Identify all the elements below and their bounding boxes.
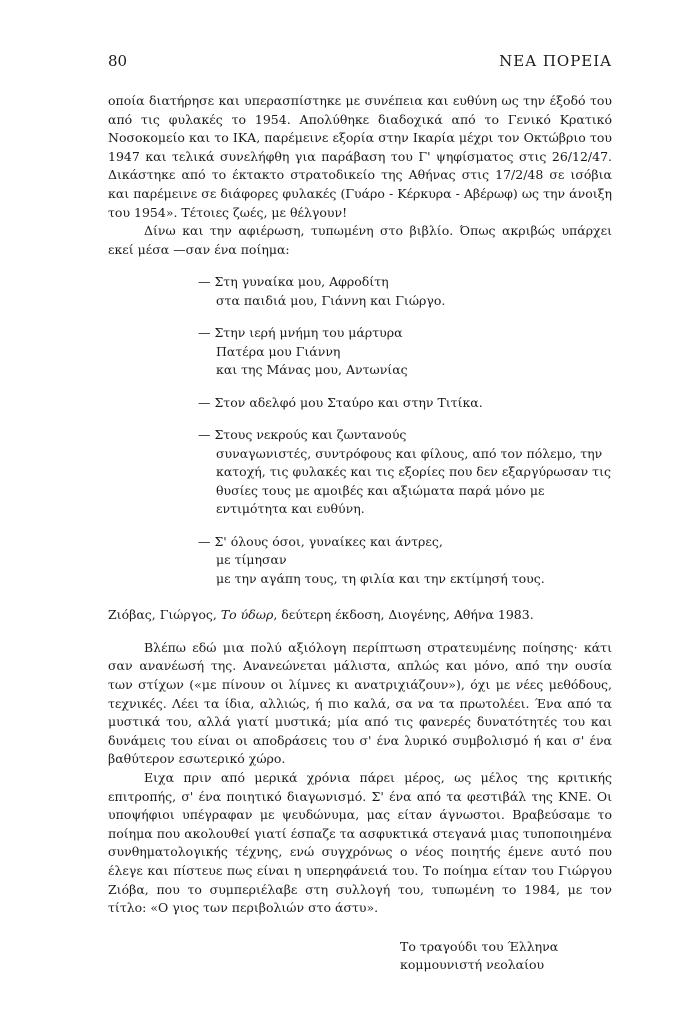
dedication-line: στα παιδιά μου, Γιάννη και Γιώργο.	[216, 292, 446, 308]
bibliographic-reference	[108, 606, 612, 625]
reference-title: Το ύδωρ	[220, 607, 274, 623]
dedication-intro: Δίνω και την αφιέρωση, τυπωμένη στο βιβλίο. Όπως ακριβώς υπάρχει εκεί μέσα —σαν ένα ποίημα:	[108, 223, 612, 257]
reference-author: Ζιόβας, Γιώργος,	[108, 607, 217, 623]
review-paragraph: Ειχα πριν από μερικά χρόνια πάρει μέρος, ως μέλος της κριτικής επιτροπής, σ' ένα ποιητικό διαγωνισμό. Σ' ένα από τα φεστιβάλ της ΚΝΕ. Οι υποψήφιοι υπέγραφαν με ψευδώνυμα, μας είταν άγνωστοι. Βραβεύσαμε το ποίημα που ακολουθεί γιατί έσπαζε τα ασφυκτικά στεγανά μιας τυποποιημένα συνθηματολογικής τέχνης, ενώ συγχρόνως ο νέος ποιητής έμενε αυτό που έλεγε και πίστευε πως είναι η υπερηφάνειά του. Το ποίημα είταν του Γιώργου Ζιόβα, που το συμπεριέλαβε στη συλλογή του, τυπωμένη το 1984, με τον τίτλο: «Ο γιος των περιβολιών στο άστυ».	[108, 770, 612, 916]
poem-title-line: Το τραγούδι του Έλληνα	[400, 938, 559, 954]
dedication-stanza	[198, 426, 612, 519]
dedication-line: με την αγάπη τους, τη φιλία και την εκτίμησή τους.	[216, 570, 545, 586]
reference-details: , δεύτερη έκδοση, Διογένης, Αθήνα 1983.	[273, 607, 534, 623]
page-body	[108, 92, 612, 975]
journal-title: ΝΕΑ ΠΟΡΕΙΑ	[499, 52, 612, 70]
dedication-line: Πατέρα μου Γιάννη	[216, 343, 341, 359]
dedication-stanza	[198, 324, 612, 380]
page-number: 80	[108, 52, 128, 70]
page-header	[108, 52, 612, 70]
dedication-stanza	[198, 273, 612, 310]
review-paragraph: Βλέπω εδώ μια πολύ αξιόλογη περίπτωση στρατευμένης ποίησης· κάτι σαν ανανέωσή της. Ανανεώνεται μάλιστα, απλώς και μόνο, από την ουσία των στίχων («με πίνουν οι λίμνες κι ανατριχιάζουν»), όχι με νέες μεθόδους, τεχνικές. Λέει τα ίδια, αλλιώς, ή πιο καλά, σα να τα πρωτολέει. Ένα από τα μυστικά του, αλλά γιατί μυστικά; μία από τις φανερές δυνατότητές του και δυνάμεις του είναι οι αποδράσεις του σ' ένα λυρικό συμβολισμό ή και σ' ένα βαθύτερον εσωτερικό χώρο.	[108, 639, 612, 767]
dedication-stanza	[198, 533, 612, 589]
dedication-stanza	[198, 394, 612, 413]
poem-title	[400, 938, 612, 975]
dedication-line: συναγωνιστές, συντρόφους και φίλους, από τον πόλεμο, την κατοχή, τις φυλακές και τις εξορίες που δεν εξαργύρωσαν τις θυσίες τους με αμοιβές και αξιώματα παρά μόνο με εντιμότητα και ευθύνη.	[216, 445, 611, 517]
dedication-line: — Στη γυναίκα μου, Αφροδίτη	[198, 274, 389, 290]
dedication-line: και της Μάνας μου, Αντωνίας	[216, 362, 408, 378]
poem-title-line: κομμουνιστή νεολαίου	[400, 957, 545, 973]
intro-paragraph: οποία διατήρησε και υπερασπίστηκε με συνέπεια και ευθύνη ως την έξοδό του από τις φυλακές το 1954. Απολύθηκε διαδοχικά από το Γενικό Κρατικό Νοσοκομείο και το ΙΚΑ, παρέμεινε εξορία στην Ικαρία μέχρι τον Οκτώβριο του 1947 και τελικά συνελήφθη για παράβαση του Γ' ψηφίσματος στις 26/12/47. Δικάστηκε από το έκτακτο στρατοδικείο της Αθήνας στις 17/2/48 σε ισόβια και παρέμεινε σε διάφορες φυλακές (Γυάρο - Κέρκυρα - Αβέρωφ) ως την άνοιξη του 1954». Τέτοιες ζωές, με θέλγουν!	[108, 93, 612, 220]
dedication-line: — Σ' όλους όσοι, γυναίκες και άντρες,	[198, 533, 443, 549]
dedication-line: — Στους νεκρούς και ζωντανούς	[198, 427, 407, 443]
dedication-block	[198, 273, 612, 588]
dedication-line: — Στον αδελφό μου Σταύρο και στην Τιτίκα.	[198, 394, 483, 410]
dedication-line: — Στην ιερή μνήμη του μάρτυρα	[198, 325, 403, 341]
dedication-line: με τίμησαν	[216, 552, 287, 568]
